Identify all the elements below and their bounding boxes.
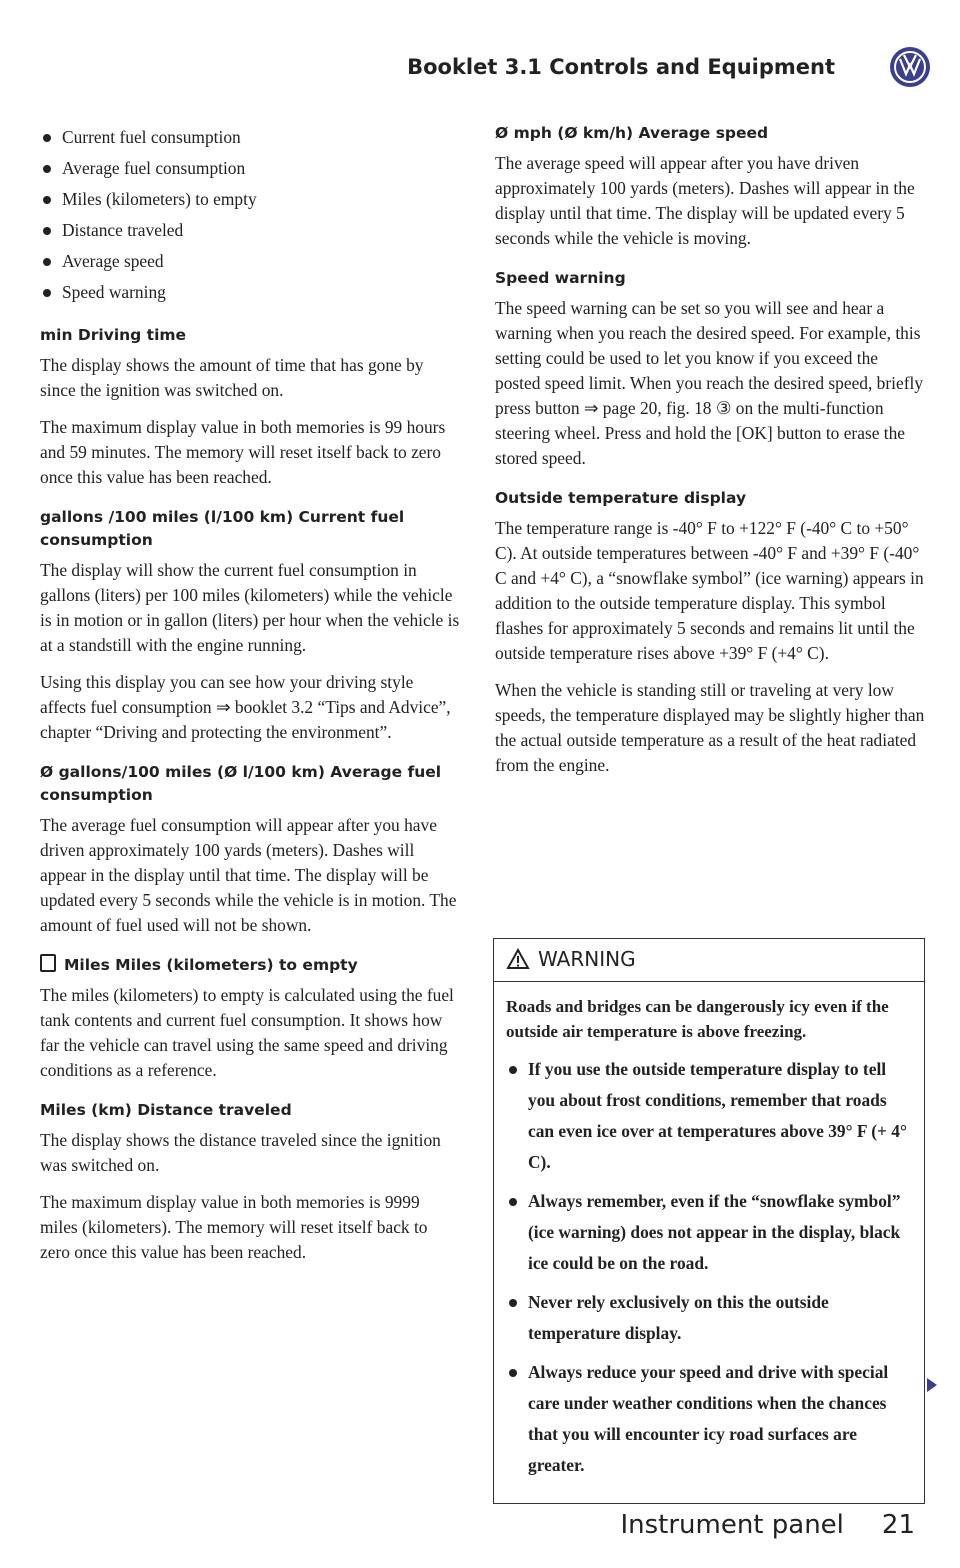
vw-logo-icon <box>890 47 930 87</box>
warning-body <box>494 982 924 1503</box>
paragraph: The temperature range is -40° F to +122° F (-40° C to +50° C). At outside temperatures between -40° F and +39° F (-40° C and +4° C), a “snowflake symbol” (ice warning) appears in addition to the outside temperature display. This symbol flashes for approximately 5 seconds and remains lit until the outside temperature rises above +39° F (+4° C). <box>495 518 924 663</box>
continue-arrow-icon <box>927 1378 937 1392</box>
warning-item: Always reduce your speed and drive with special care under weather conditions when the chances that you will encounter icy road surfaces are greater. <box>506 1357 910 1489</box>
paragraph: The display will show the current fuel consumption in gallons (liters) per 100 miles (kilometers) while the vehicle is in motion or in gallon (liters) per hour when the vehicle is at a standstill with the engine running. <box>40 560 460 655</box>
warning-item: If you use the outside temperature display to tell you about frost conditions, remember that roads can even ice over at temperatures above 39° F (+ 4° C). <box>506 1054 910 1186</box>
paragraph: The display shows the amount of time that has gone by since the ignition was switched on. <box>40 355 424 400</box>
warning-box <box>493 938 925 1504</box>
section-heading-outside-temp: Outside temperature display <box>495 489 747 507</box>
warning-item: Never rely exclusively on this the outside temperature display. <box>506 1287 910 1357</box>
right-column <box>495 122 925 790</box>
paragraph: When the vehicle is standing still or traveling at very low speeds, the temperature displayed may be slightly higher than the actual outside temperature as a result of the heat radiated from the engine. <box>495 680 925 775</box>
header-title: Controls and Equipment <box>549 55 835 79</box>
list-item: Average speed <box>40 246 460 277</box>
fuel-pump-icon <box>40 954 56 972</box>
paragraph: The speed warning can be set so you will see and hear a warning when you reach the desired speed. For example, this setting could be used to let you know if you exceed the posted speed limit. When you reach the desired speed, briefly press button ⇒ page 20, fig. 18 ③ on the multi-function steering wheel. Press and hold the [OK] button to erase the stored speed. <box>495 298 924 468</box>
paragraph: The maximum display value in both memories is 99 hours and 59 minutes. The memory will reset itself back to zero once this value has been reached. <box>40 417 446 487</box>
list-item: Current fuel consumption <box>40 122 460 153</box>
heading-text: Miles Miles (kilometers) to empty <box>64 956 358 974</box>
section-heading-average-fuel: Ø gallons/100 miles (Ø l/100 km) Average fuel consumption <box>40 763 442 804</box>
footer-section: Instrument panel <box>620 1510 844 1540</box>
warning-title: WARNING <box>538 947 636 971</box>
page-number: 21 <box>881 1510 915 1540</box>
warning-intro: Roads and bridges can be dangerously icy even if the outside air temperature is above freezing. <box>506 997 889 1041</box>
paragraph: The display shows the distance traveled since the ignition was switched on. <box>40 1130 441 1175</box>
section-heading-current-fuel: gallons /100 miles (l/100 km) Current fuel consumption <box>40 508 405 549</box>
paragraph: The miles (kilometers) to empty is calculated using the fuel tank contents and current fuel consumption. It shows how far the vehicle can travel using the same speed and driving conditions as a reference. <box>40 985 454 1080</box>
section-heading-speed-warning: Speed warning <box>495 269 626 287</box>
display-functions-list <box>40 122 460 308</box>
section-heading-miles-to-empty <box>40 954 460 977</box>
left-column <box>40 122 460 1277</box>
list-item: Miles (kilometers) to empty <box>40 184 460 215</box>
header-number: 3.1 <box>504 55 542 79</box>
warning-list <box>506 1054 910 1489</box>
page-footer <box>620 1510 915 1540</box>
page-header <box>407 55 835 79</box>
section-heading-average-speed: Ø mph (Ø km/h) Average speed <box>495 124 769 142</box>
paragraph: The maximum display value in both memories is 9999 miles (kilometers). The memory will reset itself back to zero once this value has been reached. <box>40 1192 428 1262</box>
warning-item: Always remember, even if the “snowflake symbol” (ice warning) does not appear in the display, black ice could be on the road. <box>506 1186 910 1287</box>
list-item: Average fuel consumption <box>40 153 460 184</box>
paragraph: The average speed will appear after you have driven approximately 100 yards (meters). Dashes will appear in the display until that time. The display will be updated every 5 seconds while the vehicle is moving. <box>495 153 915 248</box>
warning-header <box>494 939 924 982</box>
list-item: Distance traveled <box>40 215 460 246</box>
paragraph: The average fuel consumption will appear after you have driven approximately 100 yards (meters). Dashes will appear in the display until that time. The display will be updated every 5 seconds while the vehicle is in motion. The amount of fuel used will not be shown. <box>40 815 457 935</box>
header-booklet: Booklet <box>407 55 498 79</box>
vw-logo-graphic <box>890 47 930 87</box>
section-heading-distance: Miles (km) Distance traveled <box>40 1101 292 1119</box>
warning-triangle-icon <box>506 948 530 970</box>
paragraph: Using this display you can see how your driving style affects fuel consumption ⇒ booklet 3.2 “Tips and Advice”, chapter “Driving and protecting the environment”. <box>40 672 451 742</box>
list-item: Speed warning <box>40 277 460 308</box>
section-heading-driving-time: min Driving time <box>40 326 187 344</box>
